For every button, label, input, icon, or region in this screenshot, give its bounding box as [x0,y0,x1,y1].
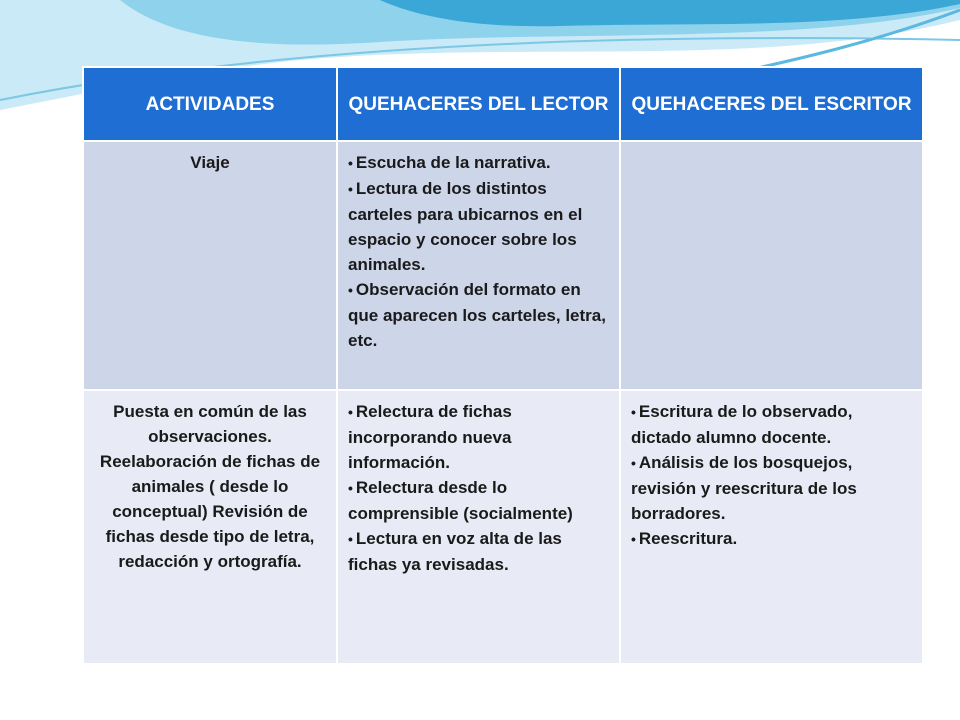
list-item [348,399,609,475]
list-item-text: Relectura de fichas incorporando nueva información. [348,402,512,472]
bullet-icon: • [348,480,353,496]
activities-table [82,66,924,665]
table-row [83,390,923,664]
bullet-icon: • [348,531,353,547]
list-item-text: Lectura de los distintos carteles para ubicarnos en el espacio y conocer sobre los animales. [348,179,583,274]
activity-cell: Viaje [83,141,337,390]
list-item-text: Lectura en voz alta de las fichas ya revisadas. [348,529,562,574]
bullet-icon: • [348,282,353,298]
list-item [348,176,609,277]
list-item-text: Escucha de la narrativa. [355,153,551,172]
lector-list [348,399,609,577]
lector-cell [337,141,620,390]
bullet-icon: • [348,404,353,420]
list-item [348,277,609,353]
header-quehaceres-escritor: QUEHACERES DEL ESCRITOR [620,67,923,141]
list-item [348,150,609,176]
header-row [83,67,923,141]
list-item-text: Reescritura. [638,529,738,548]
bullet-icon: • [631,404,636,420]
table-row [83,141,923,390]
list-item-text: Escritura de lo observado, dictado alumno docente. [631,402,853,447]
bullet-icon: • [348,181,353,197]
activity-cell: Puesta en común de las observaciones. Reelaboración de fichas de animales ( desde lo conceptual) Revisión de fichas desde tipo de letra, redacción y ortografía. [83,390,337,664]
list-item [348,526,609,577]
lector-list [348,150,609,353]
header-quehaceres-lector: QUEHACERES DEL LECTOR [337,67,620,141]
header-actividades: ACTIVIDADES [83,67,337,141]
bullet-icon: • [631,455,636,471]
bullet-icon: • [631,531,636,547]
escritor-list [631,399,912,552]
escritor-cell [620,390,923,664]
list-item [631,526,912,552]
list-item [631,399,912,450]
list-item-text: Observación del formato en que aparecen los carteles, letra, etc. [348,280,606,350]
escritor-cell [620,141,923,390]
lector-cell [337,390,620,664]
list-item-text: Análisis de los bosquejos, revisión y reescritura de los borradores. [631,453,857,523]
list-item [348,475,609,526]
list-item-text: Relectura desde lo comprensible (socialmente) [348,478,573,523]
list-item [631,450,912,526]
bullet-icon: • [348,155,353,171]
